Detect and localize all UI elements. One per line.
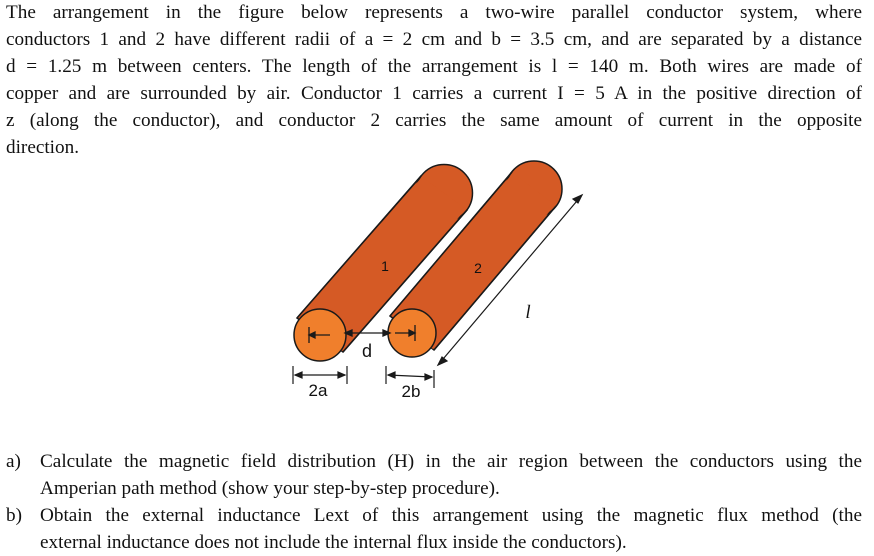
question-tag: b) (6, 505, 22, 526)
conductor-2-label: 2 (474, 260, 482, 276)
problem-line: z (along the conductor), and conductor 2 carries the same amount of current in the opposite (6, 110, 862, 131)
radius-a-label: 2a (308, 381, 328, 400)
questions (6, 448, 862, 556)
separation-d-arrow (345, 330, 390, 336)
problem-line: copper and are surrounded by air. Conductor 1 carries a current I = 5 A in the positive direction of (6, 83, 862, 104)
conductor-1-label: 1 (381, 258, 389, 274)
radius-b-label: 2b (401, 382, 421, 401)
question-line: Obtain the external inductance Lext of this arrangement using the magnetic flux method (the (40, 505, 862, 526)
question-line: Amperian path method (show your step-by-step procedure). (40, 478, 500, 499)
question-a (6, 448, 862, 502)
problem-line: conductors 1 and 2 have different radii of a = 2 cm and b = 3.5 cm, and are separated by a distance (6, 29, 862, 50)
problem-line: direction. (6, 137, 79, 158)
separation-label: d (361, 341, 373, 361)
problem-line: The arrangement in the figure below represents a two-wire parallel conductor system, where (6, 2, 862, 23)
question-line: external inductance does not include the internal flux inside the conductors). (40, 532, 627, 553)
question-b (6, 502, 862, 556)
question-line: Calculate the magnetic field distribution (H) in the air region between the conductors using the (40, 451, 862, 472)
problem-line: d = 1.25 m between centers. The length of the arrangement is l = 140 m. Both wires are made of (6, 56, 862, 77)
question-tag: a) (6, 451, 21, 472)
length-label: l (525, 302, 531, 323)
